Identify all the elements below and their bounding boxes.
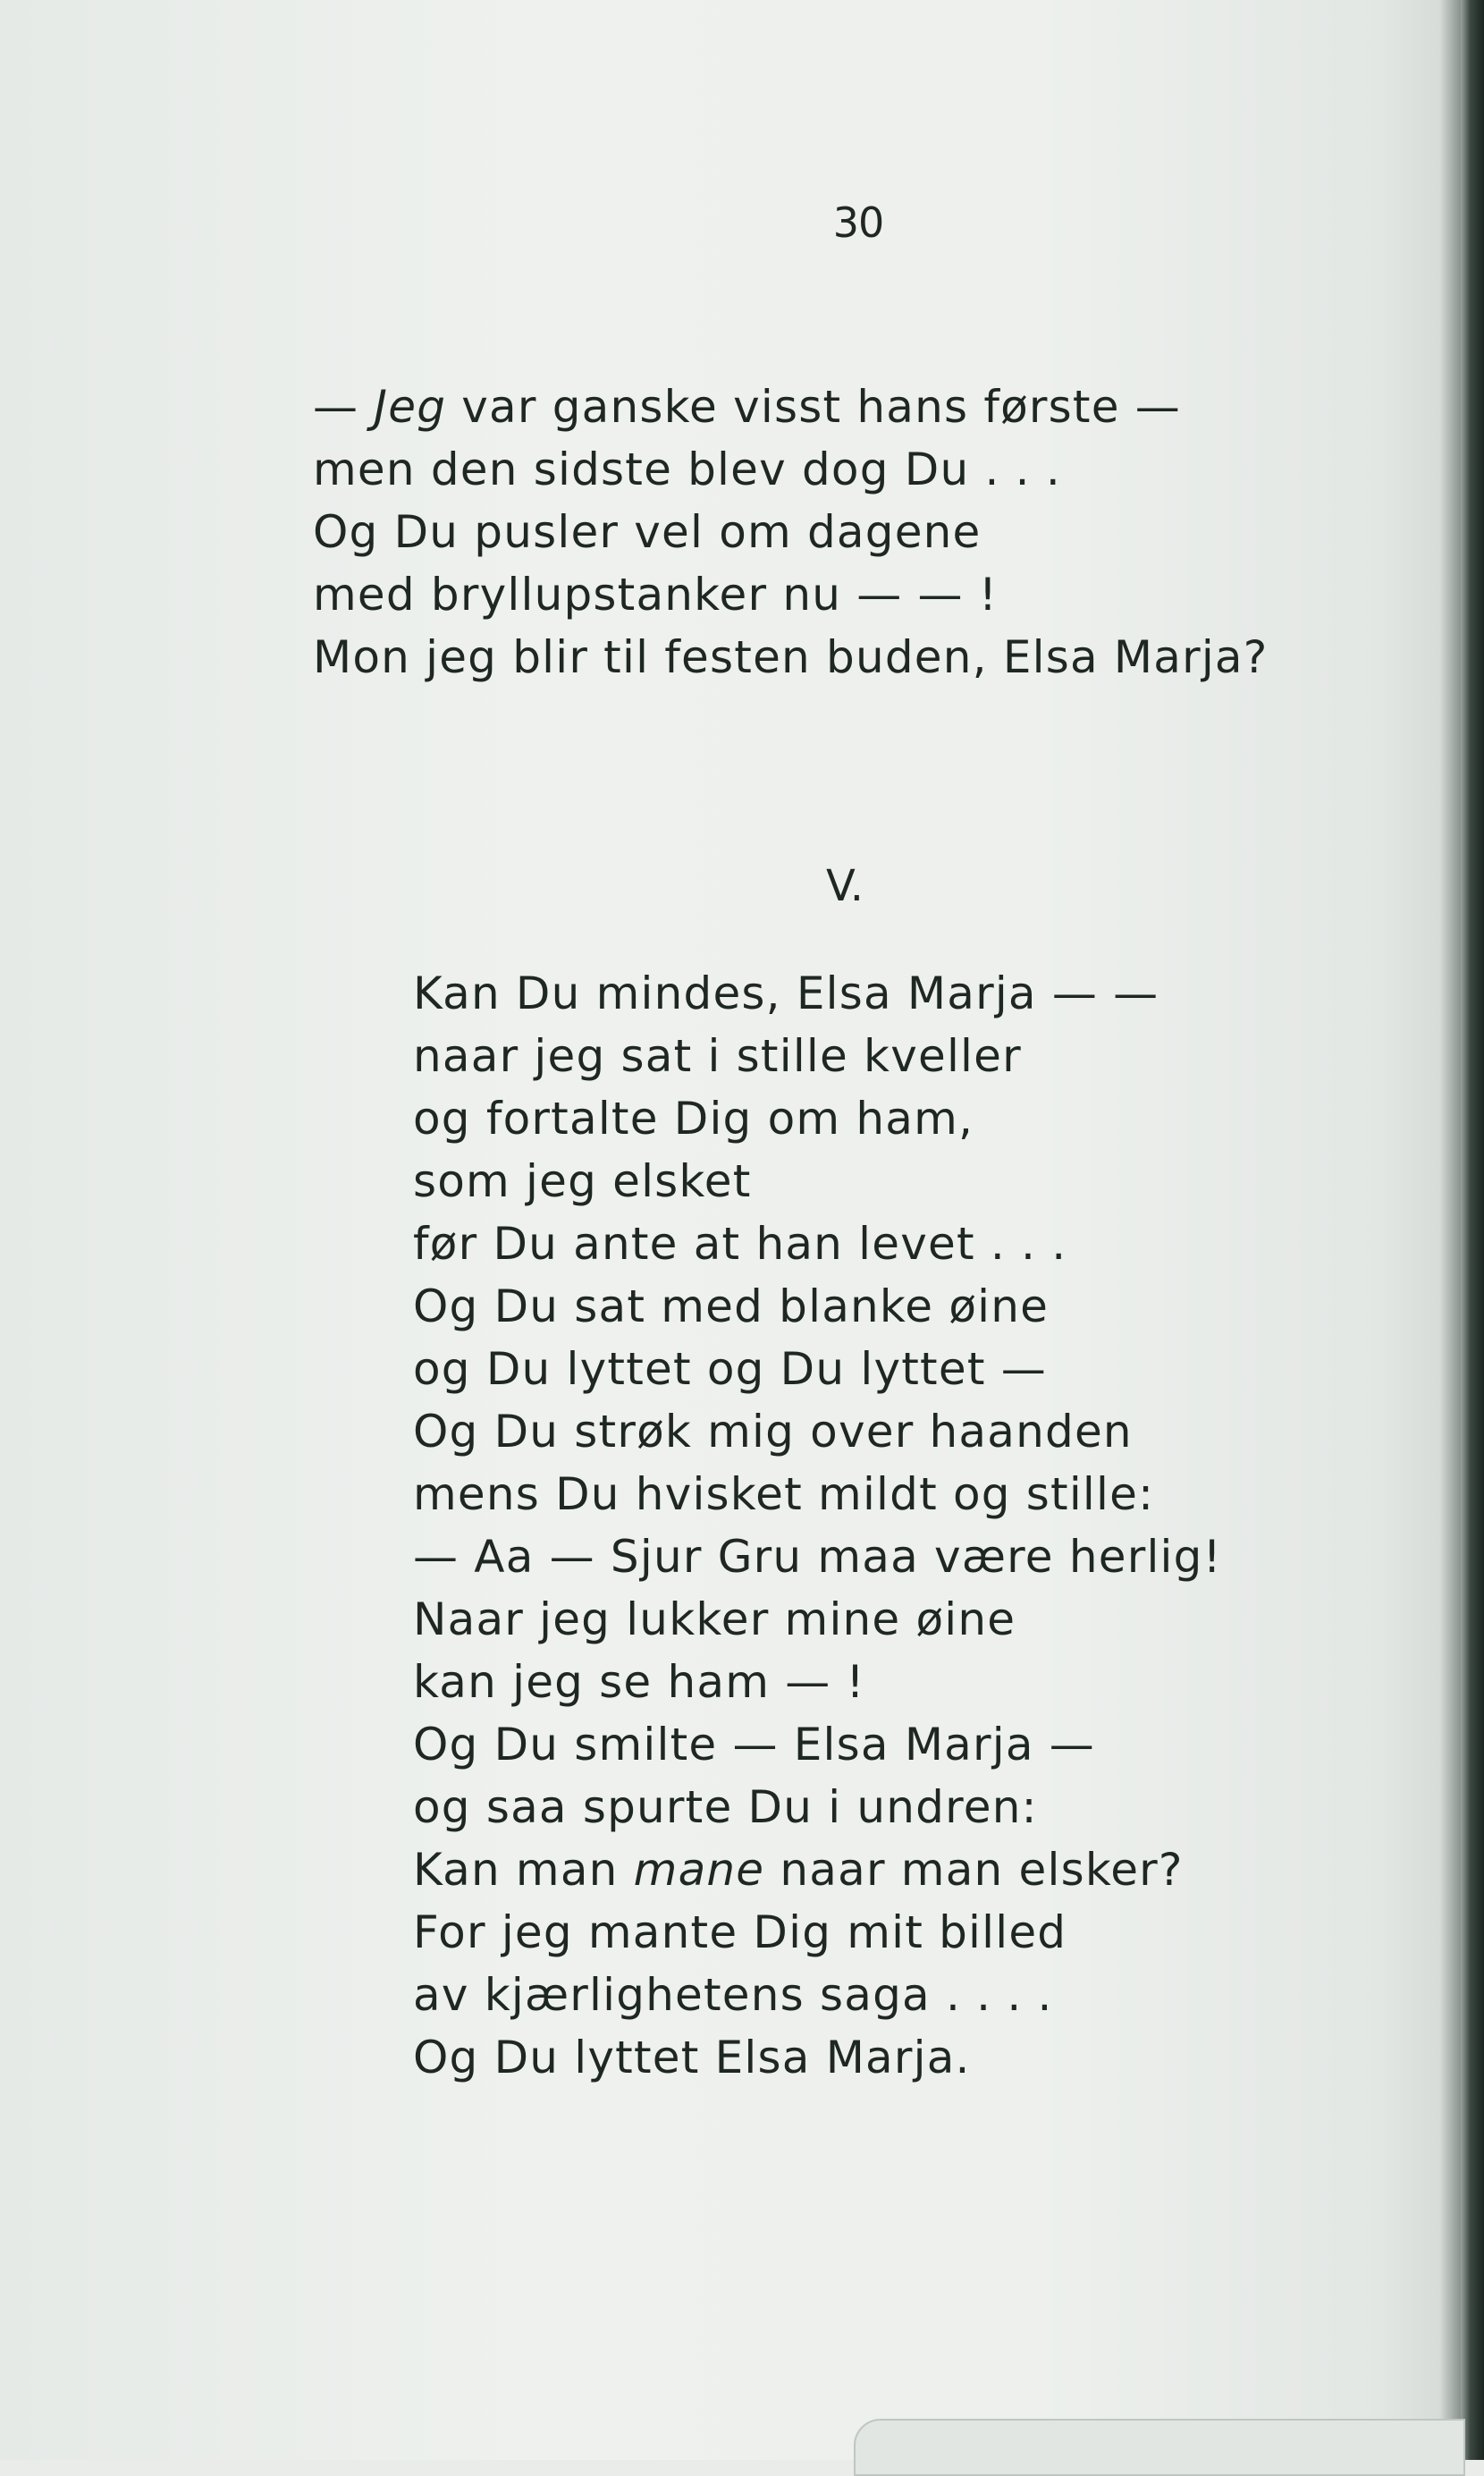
stanza-2-line-4: som jeg elsket (413, 1155, 752, 1207)
stanza-2-line-18: Og Du lyttet Elsa Marja. (413, 2032, 971, 2083)
stanza-1-line-4: med bryllupstanker nu — — ! (313, 569, 999, 621)
stanza-2-line-1: Kan Du mindes, Elsa Marja — — (413, 968, 1159, 1019)
stanza-2-line-5: før Du ante at han levet . . . (413, 1218, 1067, 1270)
line-prefix: — (313, 381, 375, 433)
stanza-1-line-1 (313, 376, 1269, 438)
stanza-2-line-8: Og Du strøk mig over haanden (413, 1406, 1133, 1458)
section-number: V. (826, 861, 864, 911)
stanza-2-line-16: For jeg mante Dig mit billed (413, 1906, 1067, 1958)
stanza-2 (413, 962, 1222, 2089)
line-suffix: var ganske visst hans første — (446, 381, 1181, 433)
stanza-2-line-14: og saa spurte Du i undren: (413, 1781, 1038, 1833)
stanza-2-line-2: naar jeg sat i stille kveller (413, 1030, 1022, 1082)
stanza-1-line-2: men den sidste blev dog Du . . . (313, 444, 1061, 495)
stanza-2-line-6: Og Du sat med blanke øine (413, 1280, 1050, 1332)
binding-edge (1461, 0, 1484, 2460)
page-number: 30 (832, 199, 884, 247)
page-tab-edge (854, 2419, 1465, 2476)
stanza-2-line-11: Naar jeg lukker mine øine (413, 1593, 1016, 1645)
stanza-2-line-3: og fortalte Dig om ham, (413, 1093, 974, 1145)
stanza-1 (313, 376, 1269, 689)
italic-word: Jeg (374, 381, 447, 433)
stanza-2-line-15 (413, 1838, 1222, 1901)
stanza-2-line-10: — Aa — Sjur Gru maa være herlig! (413, 1531, 1222, 1583)
line-prefix: Kan man (413, 1844, 634, 1896)
italic-word: mane (633, 1844, 765, 1896)
stanza-2-line-13: Og Du smilte — Elsa Marja — (413, 1719, 1095, 1770)
stanza-2-line-12: kan jeg se ham — ! (413, 1656, 865, 1708)
stanza-2-line-9: mens Du hvisket mildt og stille: (413, 1468, 1155, 1520)
stanza-1-line-3: Og Du pusler vel om dagene (313, 506, 982, 558)
stanza-2-line-7: og Du lyttet og Du lyttet — (413, 1343, 1047, 1395)
stanza-1-line-5: Mon jeg blir til festen buden, Elsa Marja? (313, 631, 1269, 683)
line-suffix: naar man elsker? (764, 1844, 1184, 1896)
stanza-2-line-17: av kjærlighetens saga . . . . (413, 1969, 1053, 2021)
